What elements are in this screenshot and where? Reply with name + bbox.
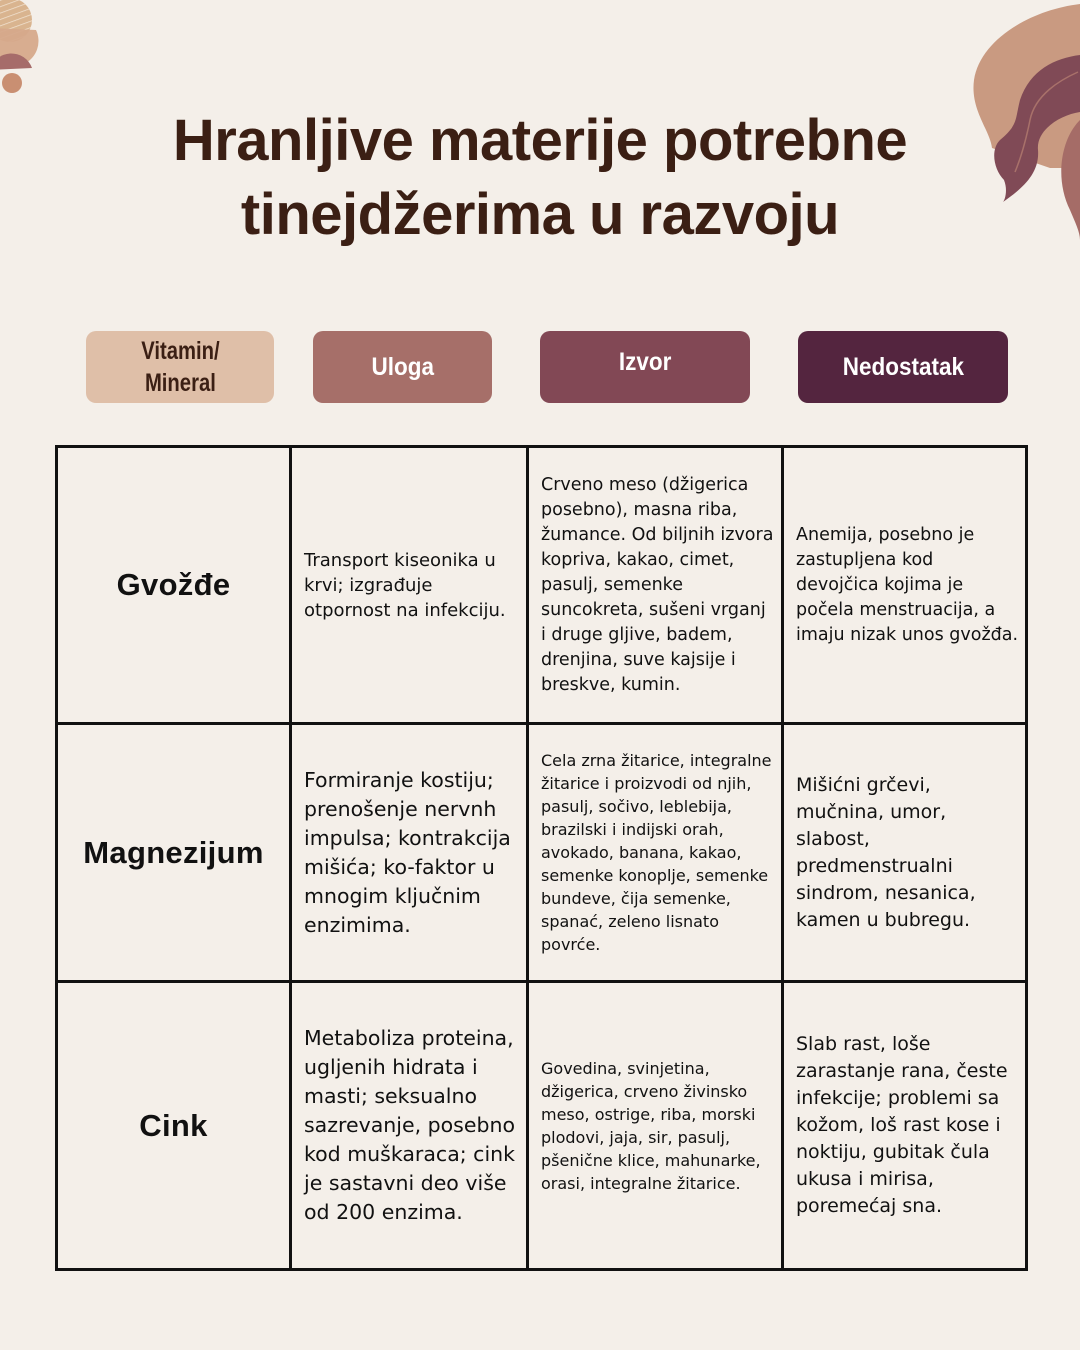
header-vitamin-line-2: Mineral xyxy=(144,369,216,397)
page-title-line-2: tinejdžerima u razvoju xyxy=(240,182,840,247)
decorative-shapes-top-left xyxy=(0,0,60,100)
nutrient-role: Transport kiseonika u krvi; izgrađuje otpornost na infekciju. xyxy=(291,447,528,724)
table-row-gvozde xyxy=(57,447,1027,724)
nutrient-source: Cela zrna žitarice, integralne žitarice i proizvodi od njih, pasulj, sočivo, leblebija, brazilski i indijski orah, avokado, banana, kakao, semenke konoplje, semenke bundeve, čija semenke, spanać, zeleno lisnato povrće. xyxy=(528,724,783,982)
nutrient-deficiency: Slab rast, loše zarastanje rana, česte infekcije; problemi sa kožom, loš rast kose i noktiju, gubitak čula ukusa i mirisa, poremećaj sna. xyxy=(783,982,1027,1270)
header-uloga-label: Uloga xyxy=(371,353,434,381)
nutrient-name: Gvožđe xyxy=(57,447,291,724)
page-title xyxy=(0,104,1080,252)
nutrient-deficiency: Mišićni grčevi, mučnina, umor, slabost, predmenstrualni sindrom, nesanica, kamen u bubregu. xyxy=(783,724,1027,982)
nutrient-name: Magnezijum xyxy=(57,724,291,982)
header-uloga xyxy=(313,331,492,403)
nutrient-source: Crveno meso (džigerica posebno), masna riba, žumance. Od biljnih izvora kopriva, kakao, cimet, pasulj, semenke suncokreta, sušeni vrganj i druge gljive, badem, drenjina, suve kajsije i breskve, kumin. xyxy=(528,447,783,724)
header-izvor xyxy=(540,331,750,403)
decorative-dot xyxy=(2,73,22,93)
table-row-magnezijum xyxy=(57,724,1027,982)
header-izvor-label: Izvor xyxy=(618,348,672,376)
nutrient-source: Govedina, svinjetina, džigerica, crveno živinsko meso, ostrige, riba, morski plodovi, jaja, sir, pasulj, pšenične klice, mahunarke, orasi, integralne žitarice. xyxy=(528,982,783,1270)
nutrient-role: Formiranje kostiju; prenošenje nervnh impulsa; kontrakcija mišića; ko-faktor u mnogim ključnim enzimima. xyxy=(291,724,528,982)
nutrient-role: Metaboliza proteina, ugljenih hidrata i masti; seksualno sazrevanje, posebno kod muškaraca; cink je sastavni deo više od 200 enzima. xyxy=(291,982,528,1270)
header-nedostatak xyxy=(798,331,1008,403)
nutrient-name: Cink xyxy=(57,982,291,1270)
page-title-line-1: Hranljive materije potrebne xyxy=(172,108,908,173)
header-nedostatak-label: Nedostatak xyxy=(842,353,964,381)
header-vitamin-mineral xyxy=(86,331,274,403)
header-vitamin-line-1: Vitamin/ xyxy=(140,337,220,365)
nutrient-deficiency: Anemija, posebno je zastupljena kod devojčica kojima je počela menstruacija, a imaju nizak unos gvožđa. xyxy=(783,447,1027,724)
nutrient-table xyxy=(55,445,1028,1271)
table-row-cink xyxy=(57,982,1027,1270)
